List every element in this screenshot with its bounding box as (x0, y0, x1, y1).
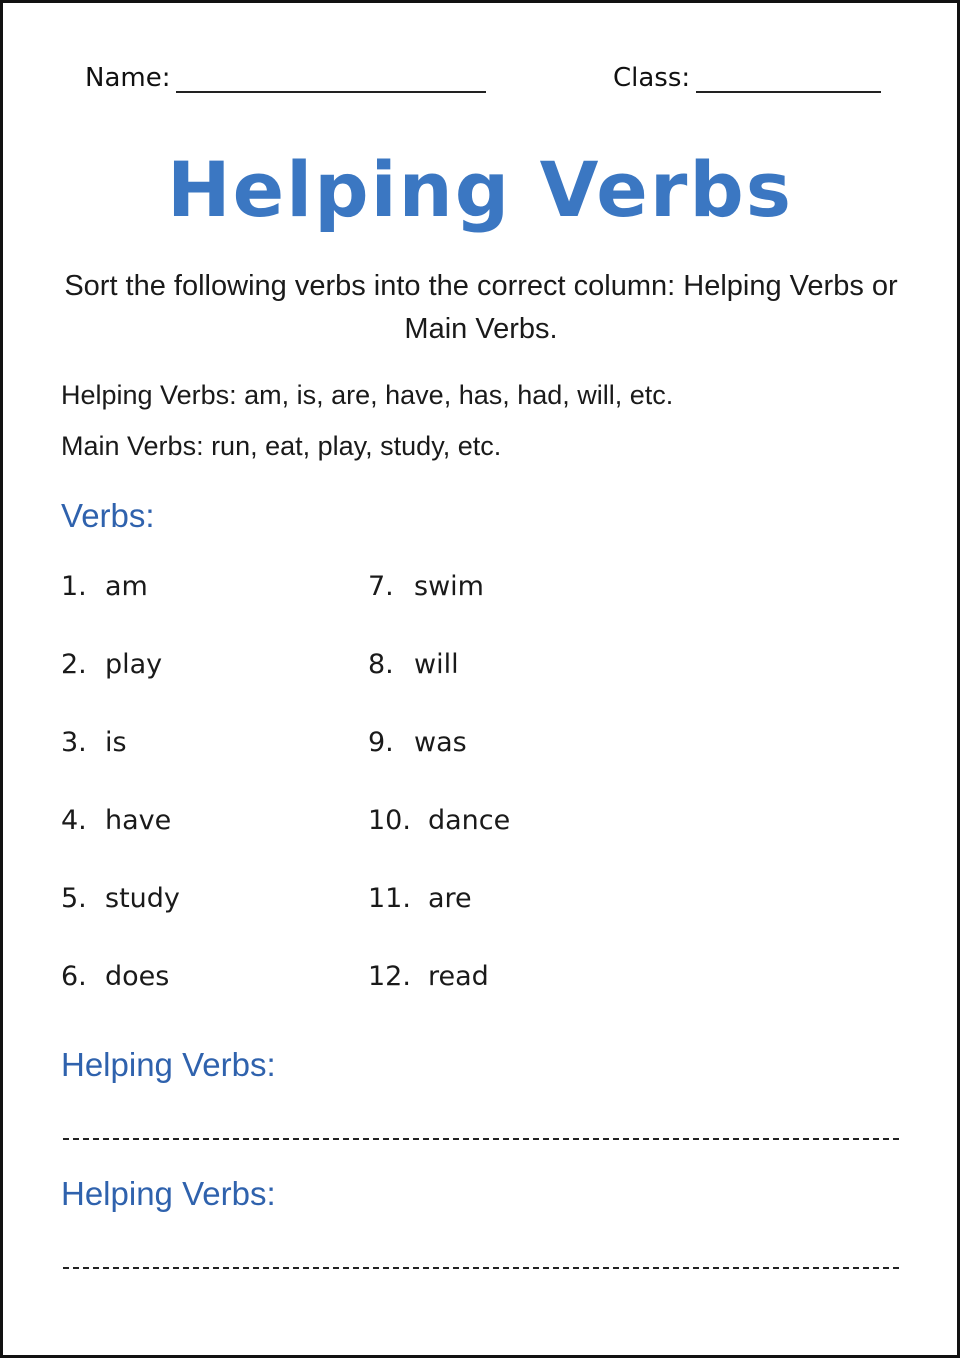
answer-dashed-line[interactable] (63, 1267, 899, 1269)
page-title: Helping Verbs (167, 145, 793, 234)
item-number: 5. (61, 883, 87, 914)
list-item (368, 571, 484, 602)
item-word: play (105, 649, 163, 680)
item-number: 9. (368, 727, 394, 758)
class-label: Class: (613, 63, 691, 93)
item-number: 12. (368, 961, 411, 992)
list-item (368, 961, 489, 992)
item-word: does (105, 961, 170, 992)
item-number: 10. (368, 805, 411, 836)
list-item (61, 571, 148, 602)
main-verbs-definition: Main Verbs: run, eat, play, study, etc. (61, 431, 502, 461)
class-field (613, 63, 881, 93)
answer-dashed-line[interactable] (63, 1138, 899, 1140)
item-number: 11. (368, 883, 411, 914)
item-word: am (105, 571, 148, 602)
list-item (368, 727, 467, 758)
item-number: 3. (61, 727, 87, 758)
list-item (61, 727, 127, 758)
name-field (85, 63, 486, 93)
item-number: 4. (61, 805, 87, 836)
item-word: swim (414, 571, 484, 602)
item-number: 6. (61, 961, 87, 992)
item-word: is (105, 727, 127, 758)
name-blank-line[interactable] (176, 65, 486, 93)
list-item (61, 805, 171, 836)
list-item (61, 649, 162, 680)
list-item (61, 883, 180, 914)
answer-section-heading: Helping Verbs: (61, 1175, 276, 1212)
name-label: Name: (85, 63, 171, 93)
class-blank-line[interactable] (696, 65, 881, 93)
instructions-text: Sort the following verbs into the correct column: Helping Verbs or Main Verbs. (64, 270, 898, 345)
list-item (368, 649, 459, 680)
list-item (61, 961, 169, 992)
helping-verbs-definition: Helping Verbs: am, is, are, have, has, had, will, etc. (61, 380, 674, 410)
item-word: dance (428, 805, 511, 836)
item-word: are (428, 883, 472, 914)
item-word: will (414, 649, 459, 680)
item-word: was (414, 727, 467, 758)
item-number: 1. (61, 571, 87, 602)
item-number: 2. (61, 649, 87, 680)
answer-section-heading: Helping Verbs: (61, 1046, 276, 1083)
list-item (368, 883, 472, 914)
item-word: study (105, 883, 180, 914)
item-word: read (428, 961, 489, 992)
list-item (368, 805, 510, 836)
verbs-heading: Verbs: (61, 497, 155, 534)
item-number: 8. (368, 649, 394, 680)
item-word: have (105, 805, 172, 836)
item-number: 7. (368, 571, 394, 602)
